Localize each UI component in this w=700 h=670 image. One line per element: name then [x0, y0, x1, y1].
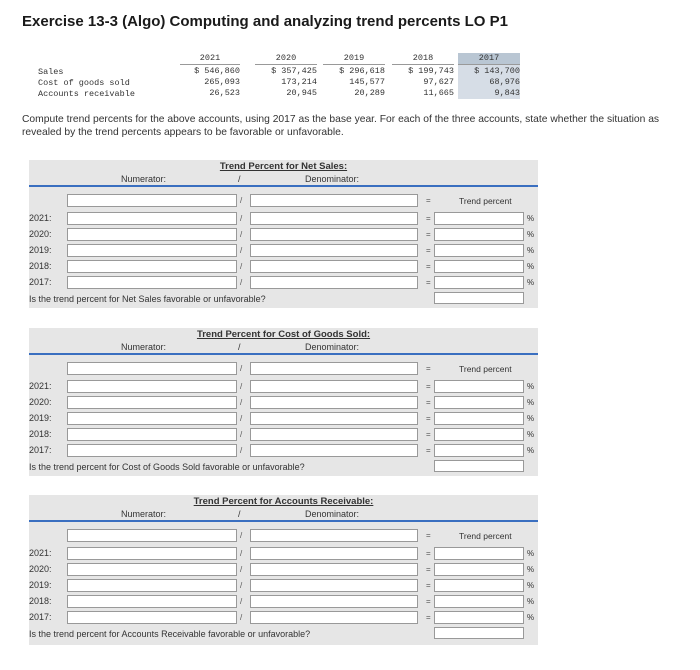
trend-percent-input[interactable] [434, 396, 524, 409]
denominator-input[interactable] [250, 212, 418, 225]
section-title: Trend Percent for Cost of Goods Sold: [196, 329, 371, 340]
denominator-input[interactable] [250, 276, 418, 289]
year-column-2021: 2021 $ 546,860 265,093 26,523 [180, 53, 240, 99]
year-row: 2018: / = % [29, 594, 538, 609]
trend-percent-label: Trend percent [459, 531, 512, 541]
year-row: 2017: / = % [29, 443, 538, 458]
section-cost-of-goods-sold [29, 328, 538, 476]
denominator-input[interactable] [250, 260, 418, 273]
denominator-input[interactable] [250, 529, 418, 542]
section-header [29, 495, 538, 522]
denominator-input[interactable] [250, 194, 418, 207]
trend-percent-input[interactable] [434, 212, 524, 225]
trend-percent-input[interactable] [434, 244, 524, 257]
denominator-input[interactable] [250, 611, 418, 624]
trend-percent-input[interactable] [434, 444, 524, 457]
year-label: 2021: [29, 548, 52, 558]
year-label: 2017: [29, 612, 52, 622]
numerator-input[interactable] [67, 529, 237, 542]
year-label: 2019: [29, 413, 52, 423]
favorability-select[interactable] [434, 292, 524, 304]
numerator-input[interactable] [67, 412, 237, 425]
denominator-input[interactable] [250, 362, 418, 375]
year-row: 2020: / = % [29, 395, 538, 410]
divide-symbol: / [238, 509, 241, 519]
row-label-cogs: Cost of goods sold [38, 78, 130, 88]
denominator-input[interactable] [250, 396, 418, 409]
year-row: 2018: / = % [29, 259, 538, 274]
numerator-input[interactable] [67, 396, 237, 409]
numerator-heading: Numerator: [121, 509, 167, 519]
year-row: 2017: / = % [29, 275, 538, 290]
trend-percent-label: Trend percent [459, 196, 512, 206]
denominator-heading: Denominator: [305, 509, 360, 519]
year-column-2017: 2017 $ 143,700 68,976 9,843 [458, 53, 520, 99]
trend-percent-input[interactable] [434, 428, 524, 441]
trend-percent-input[interactable] [434, 260, 524, 273]
header-input-row: / = Trend percent [29, 361, 538, 376]
section-header [29, 328, 538, 355]
section-header [29, 160, 538, 187]
numerator-input[interactable] [67, 563, 237, 576]
numerator-input[interactable] [67, 260, 237, 273]
year-label: 2019: [29, 580, 52, 590]
denominator-heading: Denominator: [305, 174, 360, 184]
numerator-input[interactable] [67, 444, 237, 457]
year-row: 2020: / = % [29, 227, 538, 242]
numerator-input[interactable] [67, 611, 237, 624]
favorability-select[interactable] [434, 627, 524, 639]
section-title: Trend Percent for Accounts Receivable: [193, 496, 374, 507]
trend-percent-input[interactable] [434, 579, 524, 592]
trend-percent-input[interactable] [434, 547, 524, 560]
year-row: 2020: / = % [29, 562, 538, 577]
numerator-input[interactable] [67, 362, 237, 375]
denominator-input[interactable] [250, 412, 418, 425]
denominator-input[interactable] [250, 228, 418, 241]
trend-percent-input[interactable] [434, 611, 524, 624]
denominator-input[interactable] [250, 547, 418, 560]
year-label: 2017: [29, 445, 52, 455]
year-label: 2018: [29, 596, 52, 606]
denominator-input[interactable] [250, 579, 418, 592]
numerator-heading: Numerator: [121, 342, 167, 352]
favorability-select[interactable] [434, 460, 524, 472]
numerator-input[interactable] [67, 595, 237, 608]
favorability-question: Is the trend percent for Net Sales favorable or unfavorable? [29, 294, 266, 304]
trend-percent-label: Trend percent [459, 364, 512, 374]
year-label: 2018: [29, 261, 52, 271]
year-row: 2019: / = % [29, 411, 538, 426]
denominator-input[interactable] [250, 563, 418, 576]
year-label: 2020: [29, 397, 52, 407]
header-input-row: / = Trend percent [29, 193, 538, 208]
year-label: 2020: [29, 229, 52, 239]
numerator-input[interactable] [67, 579, 237, 592]
year-row: 2021: / = % [29, 379, 538, 394]
year-row: 2019: / = % [29, 243, 538, 258]
year-column-2018: 2018 $ 199,743 97,627 11,665 [392, 53, 454, 99]
row-label-ar: Accounts receivable [38, 89, 135, 99]
year-label: 2020: [29, 564, 52, 574]
year-label: 2021: [29, 381, 52, 391]
year-label: 2018: [29, 429, 52, 439]
favorability-question: Is the trend percent for Accounts Receivable favorable or unfavorable? [29, 629, 311, 639]
year-column-2020: 2020 $ 357,425 173,214 20,945 [255, 53, 317, 99]
year-row: 2019: / = % [29, 578, 538, 593]
year-column-2019: 2019 $ 296,618 145,577 20,289 [323, 53, 385, 99]
numerator-input[interactable] [67, 244, 237, 257]
source-data-table [30, 53, 520, 101]
numerator-input[interactable] [67, 547, 237, 560]
trend-percent-input[interactable] [434, 276, 524, 289]
trend-percent-input[interactable] [434, 380, 524, 393]
trend-percent-input[interactable] [434, 563, 524, 576]
numerator-input[interactable] [67, 228, 237, 241]
section-title: Trend Percent for Net Sales: [219, 161, 348, 172]
numerator-input[interactable] [67, 194, 237, 207]
trend-percent-input[interactable] [434, 228, 524, 241]
denominator-input[interactable] [250, 380, 418, 393]
year-row: 2021: / = % [29, 546, 538, 561]
numerator-input[interactable] [67, 428, 237, 441]
denominator-input[interactable] [250, 595, 418, 608]
year-label: 2017: [29, 277, 52, 287]
header-input-row: / = Trend percent [29, 528, 538, 543]
numerator-input[interactable] [67, 212, 237, 225]
divide-symbol: / [238, 342, 241, 352]
year-row: 2018: / = % [29, 427, 538, 442]
favorability-question: Is the trend percent for Cost of Goods Sold favorable or unfavorable? [29, 462, 305, 472]
denominator-input[interactable] [250, 428, 418, 441]
row-label-sales: Sales [38, 67, 64, 77]
year-row: 2017: / = % [29, 610, 538, 625]
year-row: 2021: / = % [29, 211, 538, 226]
section-accounts-receivable [29, 495, 538, 645]
instructions: Compute trend percents for the above accounts, using 2017 as the base year. For each of the three accounts, state whether the situation as revealed by the trend percents appears to be favorable or unfavorable. [22, 114, 660, 138]
numerator-input[interactable] [67, 380, 237, 393]
denominator-input[interactable] [250, 444, 418, 457]
year-label: 2019: [29, 245, 52, 255]
divide-symbol: / [238, 174, 241, 184]
year-label: 2021: [29, 213, 52, 223]
numerator-input[interactable] [67, 276, 237, 289]
numerator-heading: Numerator: [121, 174, 167, 184]
trend-percent-input[interactable] [434, 595, 524, 608]
page-title: Exercise 13-3 (Algo) Computing and analyzing trend percents LO P1 [22, 13, 508, 30]
account-labels [38, 67, 135, 100]
trend-percent-input[interactable] [434, 412, 524, 425]
section-net-sales [29, 160, 538, 308]
denominator-heading: Denominator: [305, 342, 360, 352]
denominator-input[interactable] [250, 244, 418, 257]
